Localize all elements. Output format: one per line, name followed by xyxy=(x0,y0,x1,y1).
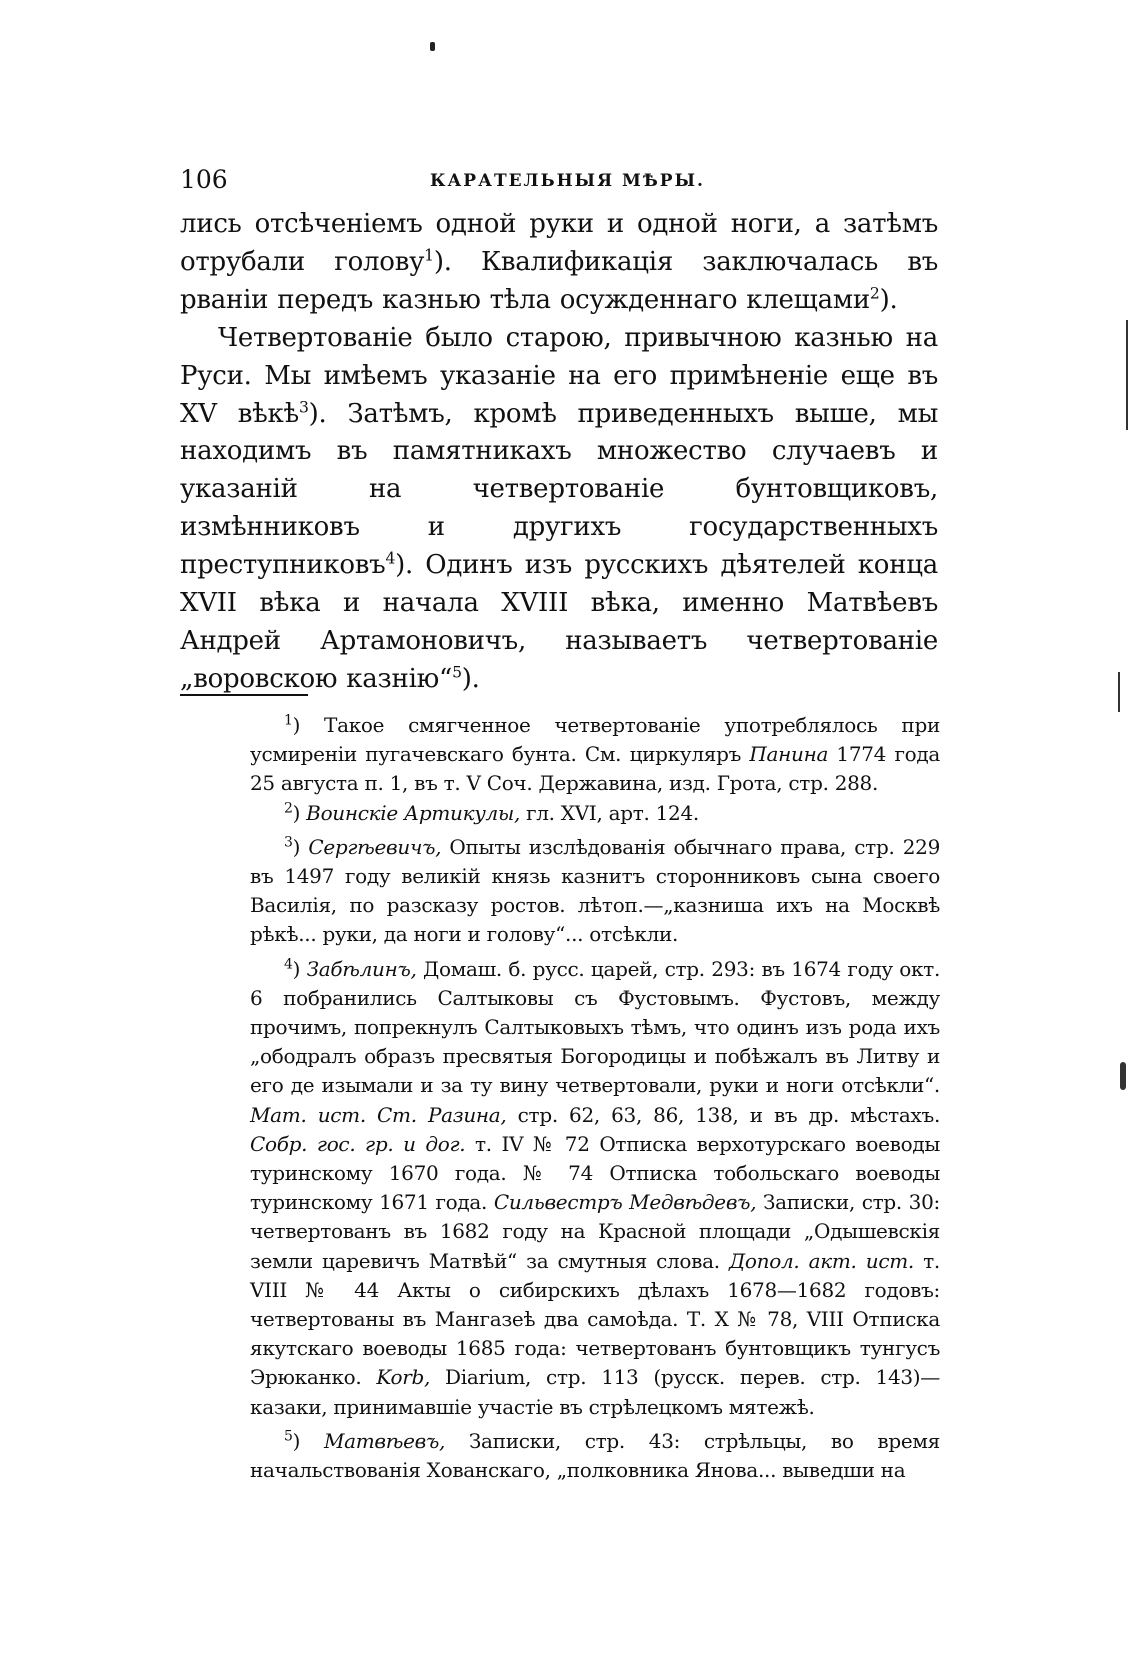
text-run: Записки, стр. 30: четвертованъ въ 1682 году на Красной площади „Одышевскія земли царевичъ Матвѣй“ за смутныя слова. xyxy=(250,1190,940,1273)
footnote xyxy=(250,955,940,1422)
footnote-number: 2 xyxy=(284,799,293,816)
text-run: ) xyxy=(292,1428,324,1453)
footnote-ref: 1 xyxy=(424,246,434,265)
footnote-number: 1 xyxy=(284,712,293,729)
footnote-ref: 5 xyxy=(452,663,462,682)
footnote-number: 3 xyxy=(284,834,293,851)
footnote-number: 4 xyxy=(284,955,293,972)
text-run: стр. 62, 63, 86, 138, и въ др. мѣстахъ. xyxy=(506,1102,940,1127)
main-text xyxy=(180,206,938,699)
italic-citation: Собр. гос. гр. и дог. xyxy=(250,1131,466,1156)
text-run: Четвертованіе было старою, привычною казнью на Руси. Мы имѣемъ указаніе на его примѣненіе еще въ XV вѣкѣ xyxy=(180,322,938,429)
text-run: лись отсѣченіемъ одной руки и одной ноги, а затѣмъ отрубали голову xyxy=(180,209,938,277)
scan-edge-mark xyxy=(1118,672,1120,712)
footnote-ref: 2 xyxy=(869,284,880,303)
text-run: ). Затѣмъ, кромѣ приведенныхъ выше, мы находимъ въ памятникахъ множество случаевъ и указаній на четвертованіе бунтовщиковъ, измѣнниковъ и другихъ государственныхъ преступниковъ xyxy=(180,398,939,581)
footnote xyxy=(250,711,940,799)
text-run: Записки, стр. 43: стрѣльцы, во время начальствованія Хованскаго, „полковника Янова... выведши на xyxy=(250,1428,940,1483)
italic-citation: Матвѣевъ, xyxy=(323,1428,446,1453)
text-run: Diarium, стр. 113 (русск. перев. стр. 143)—казаки, принимавшіе участіе въ стрѣлецкомъ мятежѣ. xyxy=(250,1365,941,1419)
footnote xyxy=(250,799,940,828)
italic-citation: Воинскіе Артикулы, xyxy=(306,800,521,825)
text-run: ). Одинъ изъ русскихъ дѣятелей конца XVII вѣка и начала XVIII вѣка, именно Матвѣевъ Андрей Артамоновичъ, называетъ четвертованіе „воровскою казнію“ xyxy=(180,550,938,694)
ink-speck xyxy=(430,42,435,51)
text-run: гл. XVI, арт. 124. xyxy=(520,800,699,825)
italic-citation: Забѣлинъ, xyxy=(306,956,417,981)
text-run: ) Такое смягченное четвертованіе употреблялось при усмиреніи пугачевскаго бунта. См. циркуляръ xyxy=(250,713,940,767)
text-run: ) xyxy=(292,956,307,981)
text-run: Опыты изслѣдованія обычнаго права, стр. 229 въ 1497 году великій князь казнитъ сторонниковъ сына своего Василія, по разсказу ростов. лѣтоп.—„казниша ихъ на Москвѣ рѣкѣ... руки, да ноги и голову“... отсѣкли. xyxy=(250,834,940,947)
paragraph xyxy=(180,206,938,320)
italic-citation: Панина xyxy=(749,742,829,767)
italic-citation: Мат. ист. Ст. Разина, xyxy=(250,1102,507,1127)
text-run: Домаш. б. русс. царей, стр. 293: въ 1674 году окт. 6 побранились Салтыковы съ Фустовымъ. Фустовъ, между прочимъ, попрекнулъ Салтыковыхъ тѣмъ, что одинъ изъ рода ихъ „ободралъ образъ пресвятыя Богородицы и побѣжалъ въ Литву и его де изымали и за ту вину четвертовали, руки и ноги отсѣкли“. xyxy=(250,956,941,1098)
text-run: ) xyxy=(292,800,307,825)
italic-citation: Допол. акт. ист. xyxy=(728,1248,914,1273)
text-run: т. VIII № 44 Акты о сибирскихъ дѣлахъ 1678—1682 годовъ: четвертованы въ Мангазеѣ два самоѣда. Т. X № 78, VIII Отписка якутскаго воеводы 1685 года: четвертованъ бунтовщикъ тунгусъ Эрюканко. xyxy=(250,1248,940,1390)
page-header xyxy=(180,165,940,199)
page-number: 106 xyxy=(180,165,228,194)
italic-citation: Сергѣевичъ, xyxy=(308,834,442,859)
text-run: т. IV № 72 Отписка верхотурскаго воеводы туринскому 1670 года. № 74 Отписка тобольскаго воеводы туринскому 1671 года. xyxy=(250,1131,940,1215)
text-run: ) xyxy=(292,834,309,859)
text-run: ). Квалификація заключалась въ рваніи передъ казнью тѣла осужденнаго клещами xyxy=(180,246,939,315)
text-run: ). xyxy=(879,284,898,315)
scan-edge-mark xyxy=(1120,1062,1126,1090)
footnote xyxy=(250,833,940,950)
scan-edge-mark xyxy=(1126,320,1128,430)
paragraph xyxy=(180,320,938,699)
footnote-ref: 4 xyxy=(385,549,396,568)
text-run: 1774 года 25 августа п. 1, въ т. V Соч. Державина, изд. Грота, стр. 288. xyxy=(250,742,941,796)
footnote-divider xyxy=(180,694,308,696)
italic-citation: Сильвестръ Медвѣдевъ, xyxy=(493,1190,757,1215)
italic-citation: Korb, xyxy=(376,1365,431,1390)
text-run: ). xyxy=(461,663,480,694)
footnote xyxy=(250,1427,940,1485)
footnote-ref: 3 xyxy=(298,397,309,416)
footnotes xyxy=(250,711,940,1485)
running-title: КАРАТЕЛЬНЫЯ МѢРЫ. xyxy=(430,171,705,191)
footnote-number: 5 xyxy=(284,1428,293,1445)
